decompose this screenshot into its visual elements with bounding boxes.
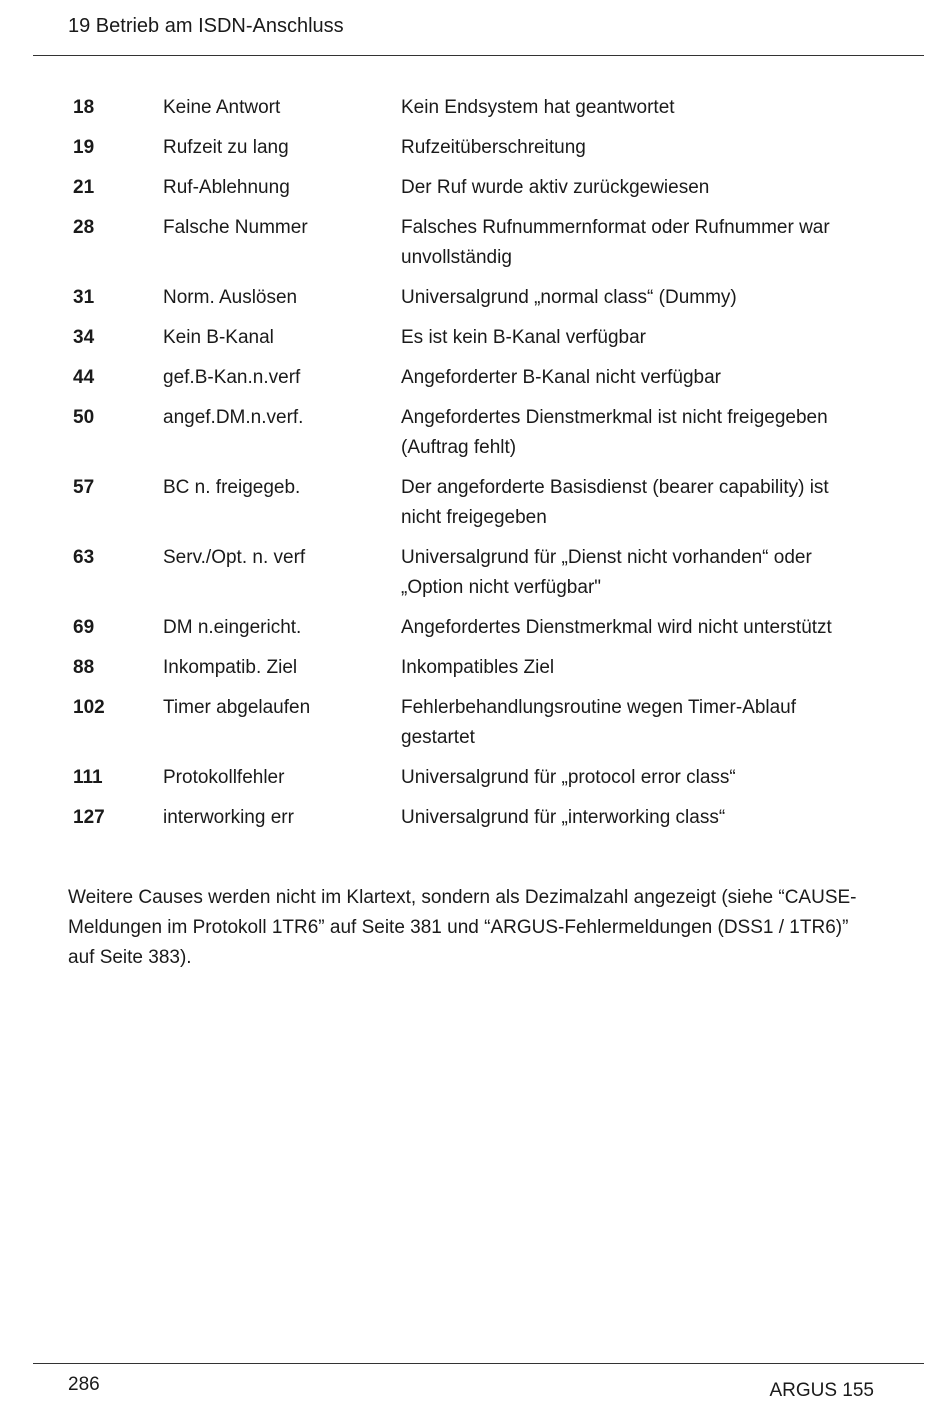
cause-description: Universalgrund für „interworking class“	[401, 807, 726, 828]
cause-short-text: angef.DM.n.verf.	[163, 407, 304, 428]
cause-code: 57	[73, 477, 95, 498]
table-row	[73, 763, 873, 793]
table-row	[73, 323, 873, 353]
cause-code: 44	[73, 367, 95, 388]
body-paragraph: Weitere Causes werden nicht im Klartext, sondern als Dezimalzahl angezeigt (siehe “CAUSE-Meldungen im Protokoll 1TR6” auf Seite 381 und “ARGUS-Fehlermeldungen (DSS1 / 1TR6)” auf Seite 383).	[68, 887, 857, 968]
cause-code: 50	[73, 407, 95, 428]
table-row	[73, 693, 873, 753]
cause-short-text: BC n. freigegeb.	[163, 477, 301, 498]
cause-short-text: Inkompatib. Ziel	[163, 657, 298, 678]
page-header-title: 19 Betrieb am ISDN-Anschluss	[68, 15, 344, 37]
table-row	[73, 473, 873, 533]
cause-description: Kein Endsystem hat geantwortet	[401, 97, 675, 118]
table-row	[73, 403, 873, 463]
cause-short-text: Rufzeit zu lang	[163, 137, 289, 158]
cause-description: Universalgrund für „Dienst nicht vorhanden“ oder „Option nicht verfügbar"	[401, 547, 812, 598]
header-rule	[33, 55, 924, 56]
table-row	[73, 653, 873, 683]
cause-description: Universalgrund für „protocol error class“	[401, 767, 736, 788]
cause-code: 63	[73, 547, 95, 568]
table-row	[73, 613, 873, 643]
cause-short-text: Keine Antwort	[163, 97, 281, 118]
table-row	[73, 363, 873, 393]
cause-short-text: Protokollfehler	[163, 767, 285, 788]
cause-short-text: gef.B-Kan.n.verf	[163, 367, 301, 388]
table-row	[73, 803, 873, 833]
cause-short-text: Norm. Auslösen	[163, 287, 298, 308]
table-row	[73, 173, 873, 203]
cause-description: Es ist kein B-Kanal verfügbar	[401, 327, 647, 348]
footer-rule	[33, 1363, 924, 1364]
cause-code: 18	[73, 97, 95, 118]
cause-short-text: Falsche Nummer	[163, 217, 308, 238]
cause-short-text: Kein B-Kanal	[163, 327, 274, 348]
cause-code: 28	[73, 217, 95, 238]
cause-code: 111	[73, 767, 103, 788]
table-row	[73, 543, 873, 603]
cause-description: Der Ruf wurde aktiv zurückgewiesen	[401, 177, 710, 198]
table-row	[73, 213, 873, 273]
cause-description: Universalgrund „normal class“ (Dummy)	[401, 287, 737, 308]
table-row	[73, 93, 873, 123]
cause-short-text: interworking err	[163, 807, 294, 828]
cause-code: 31	[73, 287, 95, 308]
cause-code: 21	[73, 177, 95, 198]
cause-table	[73, 93, 873, 843]
cause-code: 102	[73, 697, 105, 718]
cause-short-text: DM n.eingericht.	[163, 617, 302, 638]
cause-code: 34	[73, 327, 95, 348]
cause-description: Inkompatibles Ziel	[401, 657, 555, 678]
cause-short-text: Timer abgelaufen	[163, 697, 311, 718]
cause-description: Der angeforderte Basisdienst (bearer capability) ist nicht freigegeben	[401, 477, 829, 528]
cause-description: Falsches Rufnummernformat oder Rufnummer war unvollständig	[401, 217, 830, 268]
cause-code: 127	[73, 807, 105, 828]
cause-description: Rufzeitüberschreitung	[401, 137, 586, 158]
cause-description: Angefordertes Dienstmerkmal wird nicht unterstützt	[401, 617, 832, 638]
cause-short-text: Ruf-Ablehnung	[163, 177, 290, 198]
cause-description: Angeforderter B-Kanal nicht verfügbar	[401, 367, 722, 388]
cause-description: Angefordertes Dienstmerkmal ist nicht freigegeben (Auftrag fehlt)	[401, 407, 828, 458]
cause-code: 69	[73, 617, 95, 638]
cause-code: 19	[73, 137, 95, 158]
table-row	[73, 283, 873, 313]
footer-product-name: ARGUS 155	[769, 1380, 874, 1401]
cause-short-text: Serv./Opt. n. verf	[163, 547, 306, 568]
cause-description: Fehlerbehandlungsroutine wegen Timer-Ablauf gestartet	[401, 697, 797, 748]
table-row	[73, 133, 873, 163]
page-number: 286	[68, 1374, 100, 1395]
cause-code: 88	[73, 657, 95, 678]
